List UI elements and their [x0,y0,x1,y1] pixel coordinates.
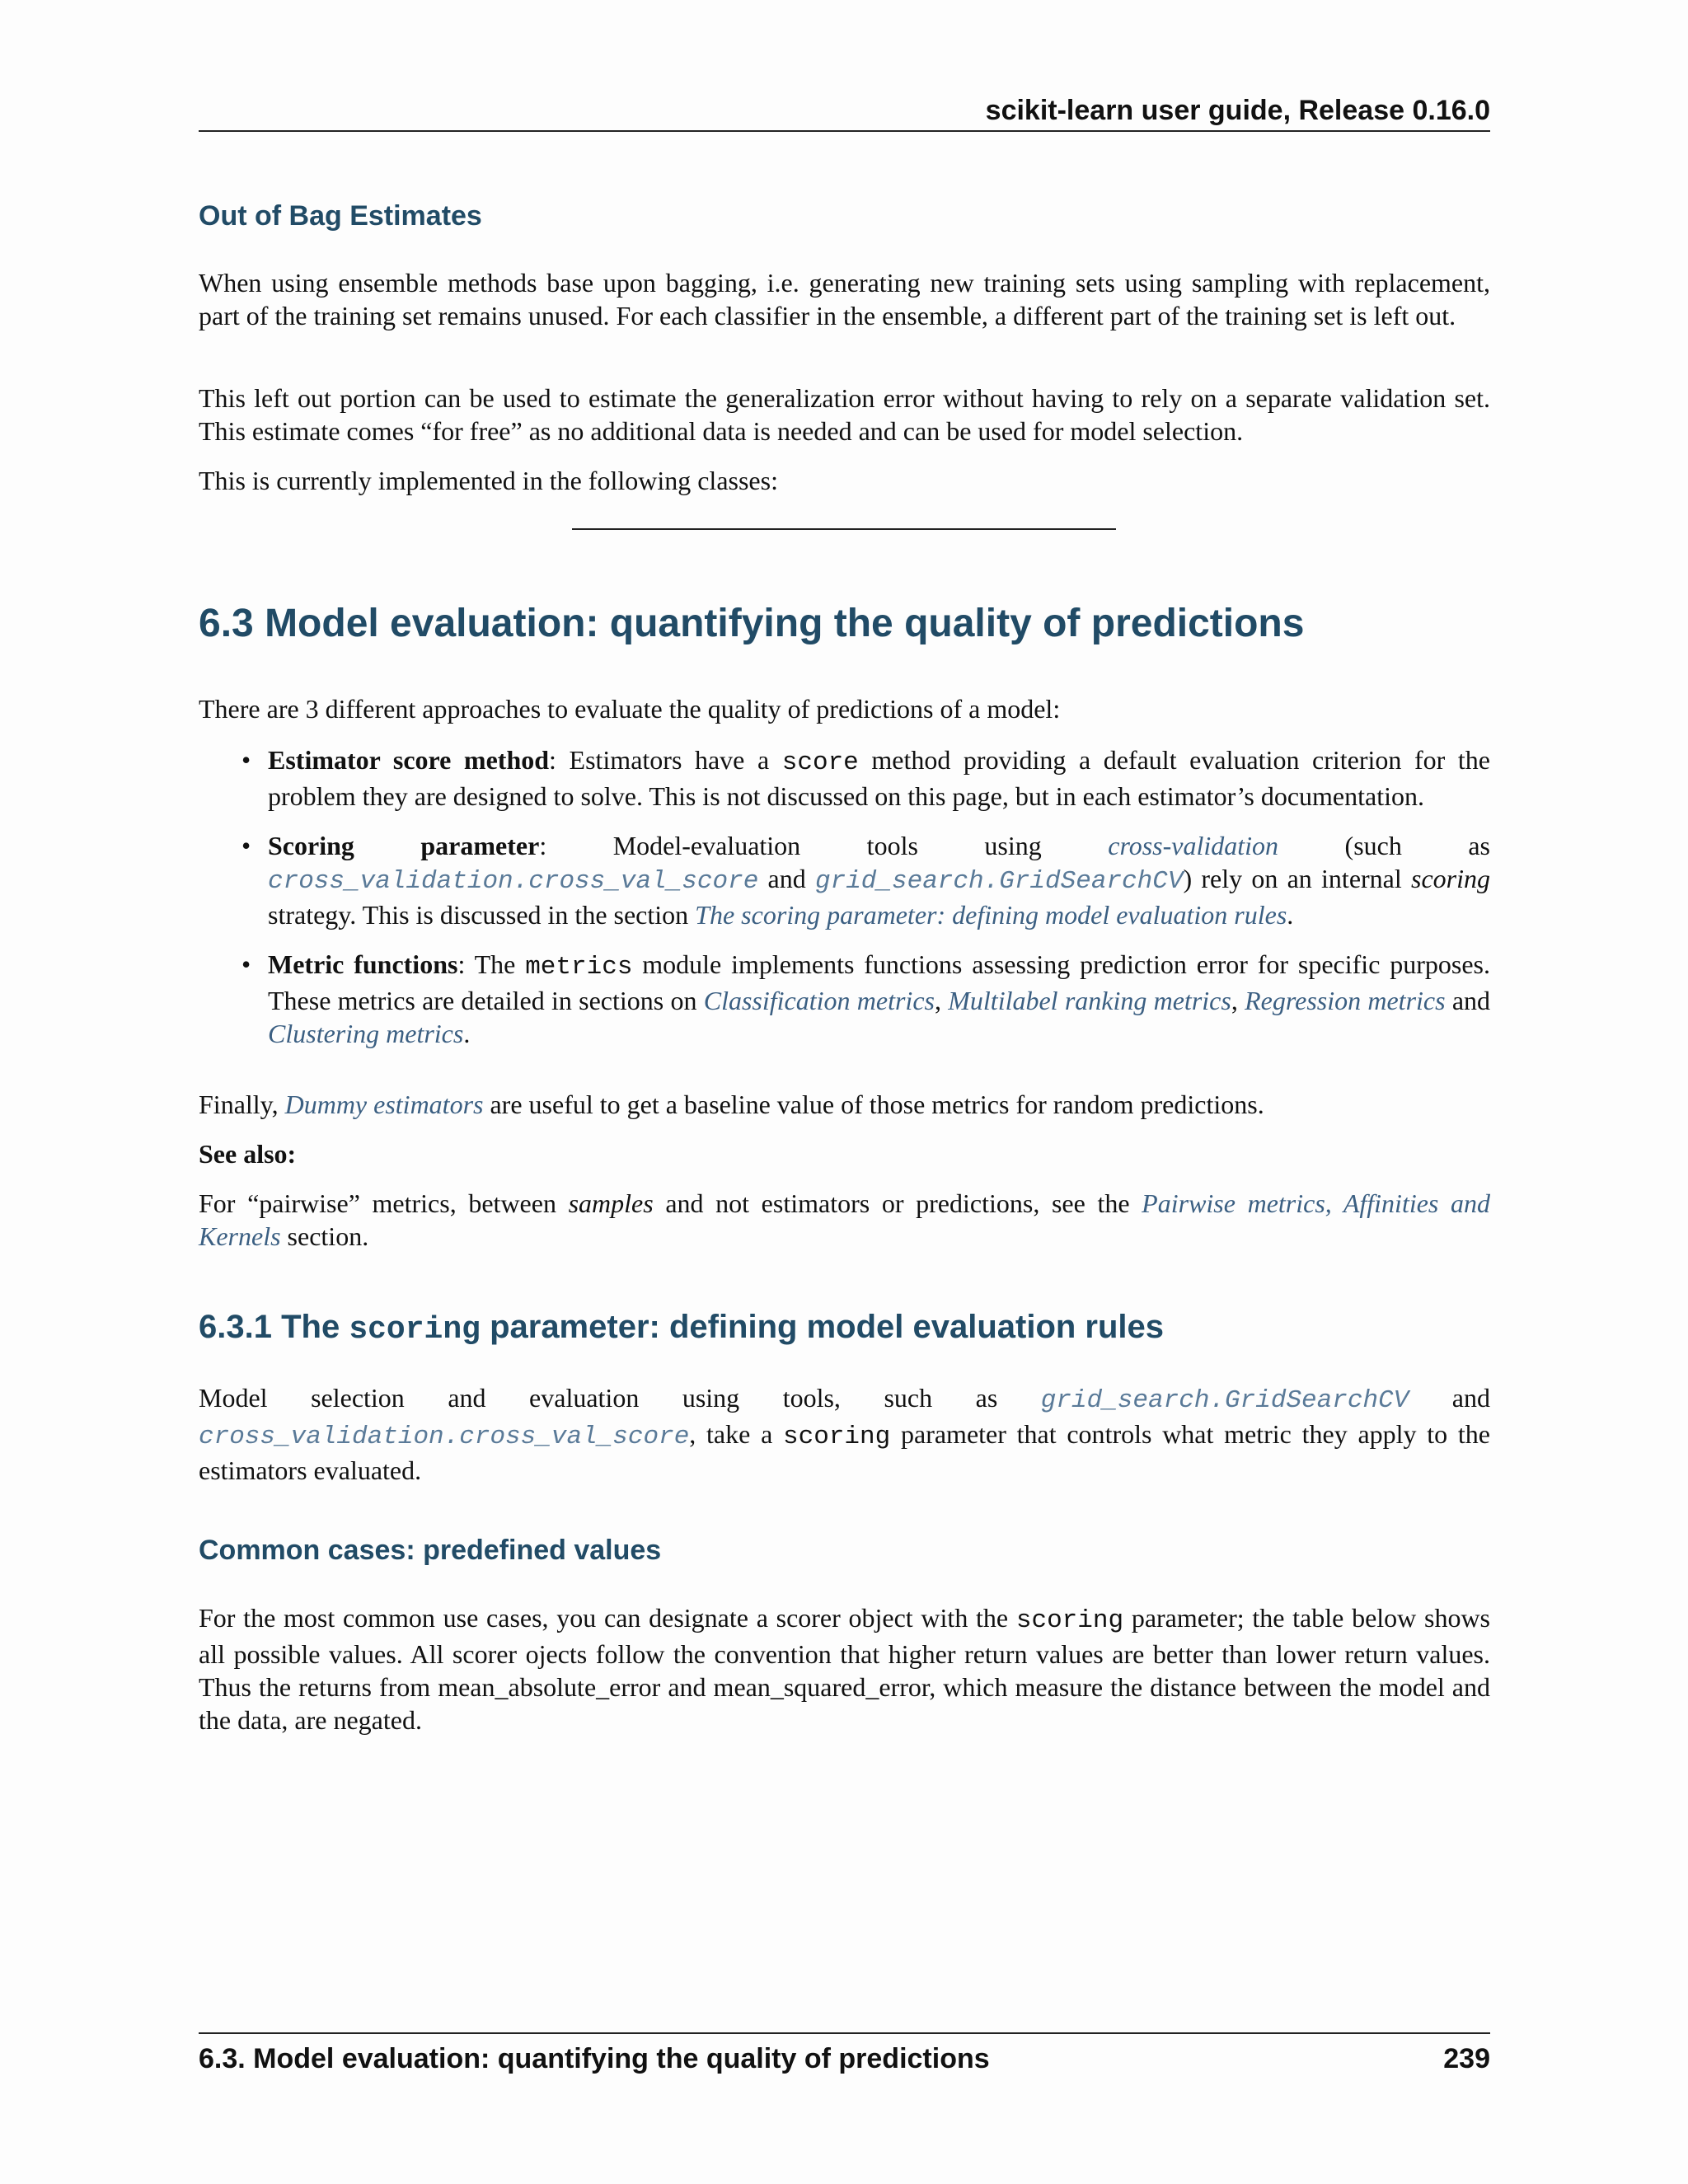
link-pairwise-metrics[interactable]: Pairwise metrics, Affinities and Kernels [199,1188,1491,1251]
link-clustering-metrics[interactable]: Clustering metrics [268,1019,464,1048]
horizontal-rule [572,528,1116,530]
code-metrics: metrics [525,953,633,982]
link-classification-metrics[interactable]: Classification metrics [703,986,935,1015]
page-number: 239 [1443,2043,1490,2074]
link-cross-validation[interactable]: cross-validation [1108,831,1279,860]
paragraph-scoring: Model selection and evaluation using tools, such as grid_search.GridSearchCV and cross_validation.cross_val_score, take a scoring parameter that controls what metric they apply to the estimators evaluated. [199,1383,1491,1485]
bullet-icon: • [241,745,251,775]
link-scoring-parameter-section[interactable]: The scoring parameter: defining model evaluation rules [695,900,1287,930]
list-item: • Metric functions: The metrics module implements functions assessing prediction error for specific purposes. These metrics are detailed in sections on Classification metrics, Multilabel ranking metrics, Regression metrics and Clustering metrics. [241,949,1491,1048]
link-grid-search-cv[interactable]: grid_search.GridSearchCV [814,867,1184,896]
footer-section-title: 6.3. Model evaluation: quantifying the quality of predictions [199,2043,990,2074]
heading-common-cases: Common cases: predefined values [199,1535,662,1566]
list-item: • Scoring parameter: Model-evaluation tools using cross-validation (such as cross_validation.cross_val_score and grid_search.GridSearchCV) rely on an internal scoring strategy. This is discussed in the section The scoring parameter: defining model evaluation rules. [241,831,1491,930]
code-scoring-2: scoring [1015,1606,1124,1635]
approaches-list [199,743,1490,1066]
link-multilabel-ranking-metrics[interactable]: Multilabel ranking metrics [948,986,1231,1015]
paragraph-finally: Finally, Dummy estimators are useful to get a baseline value of those metrics for random predictions. [199,1090,1264,1119]
see-also-label: See also: [199,1139,297,1169]
link-grid-search-cv-2[interactable]: grid_search.GridSearchCV [1040,1386,1409,1415]
section-heading-6-3-1: 6.3.1 The scoring parameter: defining model evaluation rules [199,1309,1165,1347]
paragraph-oob-3: This is currently implemented in the following classes: [199,466,778,495]
list-item: • Estimator score method: Estimators have a score method providing a default evaluation criterion for the problem they are designed to solve. This is not discussed on this page, but in each estimator’s documentation. [241,745,1491,811]
paragraph-oob-1: When using ensemble methods base upon bagging, i.e. generating new training sets using sampling with replacement, part of the training set remains unused. For each classifier in the ensemble, a different part of the training set is left out. [199,268,1490,330]
bullet-icon: • [241,949,251,979]
link-cross-val-score[interactable]: cross_validation.cross_val_score [268,867,759,896]
term-metric-functions: Metric functions [268,949,458,979]
code-scoring: scoring [783,1422,891,1451]
paragraph-see-also: For “pairwise” metrics, between samples and not estimators or predictions, see the Pairwise metrics, Affinities and Kernels section. [199,1188,1491,1251]
code-score: score [781,748,859,777]
link-cross-val-score-2[interactable]: cross_validation.cross_val_score [199,1422,690,1451]
paragraph-intro: There are 3 different approaches to evaluate the quality of predictions of a model: [199,694,1061,724]
heading-out-of-bag: Out of Bag Estimates [199,200,482,232]
term-scoring-parameter: Scoring parameter [268,831,540,860]
code-scoring-heading: scoring [349,1312,481,1347]
link-regression-metrics[interactable]: Regression metrics [1245,986,1446,1015]
term-estimator-score: Estimator score method [268,745,550,775]
section-heading-6-3: 6.3 Model evaluation: quantifying the quality of predictions [199,602,1305,645]
link-dummy-estimators[interactable]: Dummy estimators [284,1090,484,1119]
running-footer [199,2032,1490,2083]
paragraph-common-cases: For the most common use cases, you can designate a scorer object with the scoring parameter; the table below shows all possible values. All scorer ojects follow the convention that higher return values are better than lower return values. Thus the returns from mean_absolute_error and mean_squared_error, which measure the distance between the model and the data, are negated. [199,1603,1491,1735]
running-header: scikit-learn user guide, Release 0.16.0 [199,91,1490,132]
bullet-icon: • [241,831,251,860]
paragraph-oob-2: This left out portion can be used to estimate the generalization error without having to rely on a separate validation set. This estimate comes “for free” as no additional data is needed and can be used for model selection. [199,383,1490,446]
